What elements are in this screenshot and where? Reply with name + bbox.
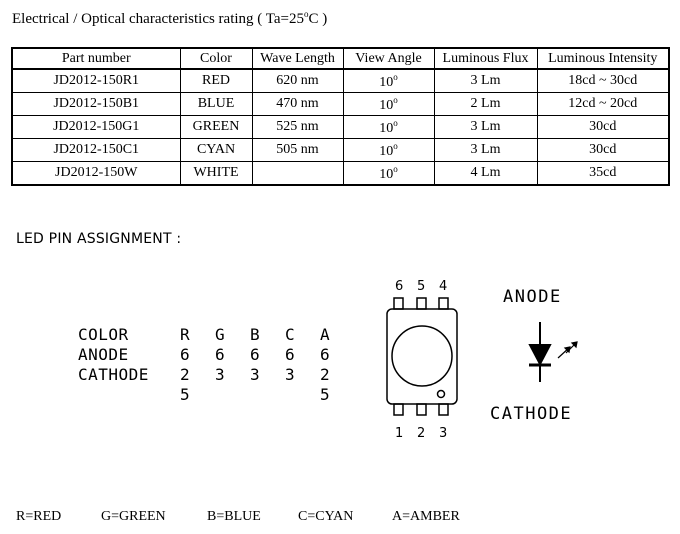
title-suffix: C ) (308, 11, 328, 27)
pin-number: 1 (395, 426, 404, 441)
pin-value: 5 (320, 385, 331, 404)
luminous-flux-cell: 4 Lm (434, 162, 537, 186)
wave-length-cell: 470 nm (252, 93, 343, 116)
luminous-flux-cell: 3 Lm (434, 139, 537, 162)
wave-length-cell: 525 nm (252, 116, 343, 139)
pin-value: A (320, 325, 331, 344)
header-wave-length: Wave Length (252, 48, 343, 69)
luminous-flux-cell: 3 Lm (434, 69, 537, 93)
legend-item: G=GREEN (101, 509, 166, 524)
legend-item: B=BLUE (207, 509, 261, 524)
luminous-intensity-cell: 12cd ~ 20cd (537, 93, 669, 116)
view-angle-value: 10 (379, 97, 394, 113)
luminous-flux-cell: 2 Lm (434, 93, 537, 116)
wave-length-cell: 620 nm (252, 69, 343, 93)
luminous-intensity-cell: 18cd ~ 30cd (537, 69, 669, 93)
header-luminous-intensity: Luminous Intensity (537, 48, 669, 69)
pin-number: 5 (417, 279, 426, 294)
pin-value: 6 (250, 345, 261, 364)
pin-row-label: COLOR (78, 325, 129, 344)
degree-symbol: o (393, 94, 398, 105)
color-cell: WHITE (180, 162, 252, 186)
header-view-angle: View Angle (343, 48, 434, 69)
anode-label: ANODE (503, 287, 562, 307)
wave-length-cell: 505 nm (252, 139, 343, 162)
color-cell: RED (180, 69, 252, 93)
table-row (12, 93, 669, 116)
degree-symbol: o (304, 9, 309, 19)
legend-item: C=CYAN (298, 509, 354, 524)
pin-number: 3 (439, 426, 448, 441)
luminous-intensity-cell: 30cd (537, 139, 669, 162)
pin-assignment-heading: LED PIN ASSIGNMENT : (16, 231, 182, 247)
view-angle-value: 10 (379, 74, 394, 90)
table-row (12, 139, 669, 162)
pin-value: 6 (180, 345, 191, 364)
view-angle-cell (343, 162, 434, 186)
view-angle-cell (343, 93, 434, 116)
pin-value: 3 (250, 365, 261, 384)
view-angle-value: 10 (379, 120, 394, 136)
pin-value: 6 (215, 345, 226, 364)
color-cell: BLUE (180, 93, 252, 116)
view-angle-value: 10 (379, 166, 394, 182)
pin-row-label: CATHODE (78, 365, 149, 384)
pin-value: 2 (180, 365, 191, 384)
characteristics-table (11, 47, 670, 186)
led-package-diagram (378, 274, 468, 444)
part-number-cell: JD2012-150G1 (12, 116, 180, 139)
pin-number: 6 (395, 279, 404, 294)
table-row (12, 162, 669, 186)
header-color: Color (180, 48, 252, 69)
pin-value: 6 (285, 345, 296, 364)
legend-item: R=RED (16, 509, 62, 524)
part-number-cell: JD2012-150R1 (12, 69, 180, 93)
part-number-cell: JD2012-150B1 (12, 93, 180, 116)
cathode-label: CATHODE (490, 404, 573, 424)
table-row (12, 69, 669, 93)
led-diode-icon (520, 322, 590, 392)
view-angle-cell (343, 69, 434, 93)
view-angle-cell (343, 116, 434, 139)
table-row (12, 116, 669, 139)
pin-value: R (180, 325, 191, 344)
color-cell: GREEN (180, 116, 252, 139)
part-number-cell: JD2012-150W (12, 162, 180, 186)
pin-number: 2 (417, 426, 426, 441)
view-angle-cell (343, 139, 434, 162)
degree-symbol: o (393, 163, 398, 174)
luminous-flux-cell: 3 Lm (434, 116, 537, 139)
title-prefix: Electrical / Optical characteristics rating ( Ta=25 (12, 11, 305, 27)
pin-extra-row (78, 385, 331, 442)
pin-value: 2 (320, 365, 331, 384)
header-part-number: Part number (12, 48, 180, 69)
luminous-intensity-cell: 30cd (537, 116, 669, 139)
view-angle-value: 10 (379, 143, 394, 159)
legend-item: A=AMBER (392, 509, 460, 524)
wave-length-cell (252, 162, 343, 186)
degree-symbol: o (393, 117, 398, 128)
pin-value: 6 (320, 345, 331, 364)
pin-value: 3 (285, 365, 296, 384)
color-cell: CYAN (180, 139, 252, 162)
pin-value: 5 (180, 385, 191, 404)
pin-value: 3 (215, 365, 226, 384)
led-package-outline (378, 274, 468, 444)
pin-number: 4 (439, 279, 448, 294)
pin-value: G (215, 325, 226, 344)
page-title (12, 9, 327, 28)
header-luminous-flux: Luminous Flux (434, 48, 537, 69)
pin-value: B (250, 325, 261, 344)
table-header-row (12, 48, 669, 69)
pin-value: C (285, 325, 296, 344)
degree-symbol: o (393, 71, 398, 82)
degree-symbol: o (393, 140, 398, 151)
part-number-cell: JD2012-150C1 (12, 139, 180, 162)
pin-row-label: ANODE (78, 345, 129, 364)
luminous-intensity-cell: 35cd (537, 162, 669, 186)
